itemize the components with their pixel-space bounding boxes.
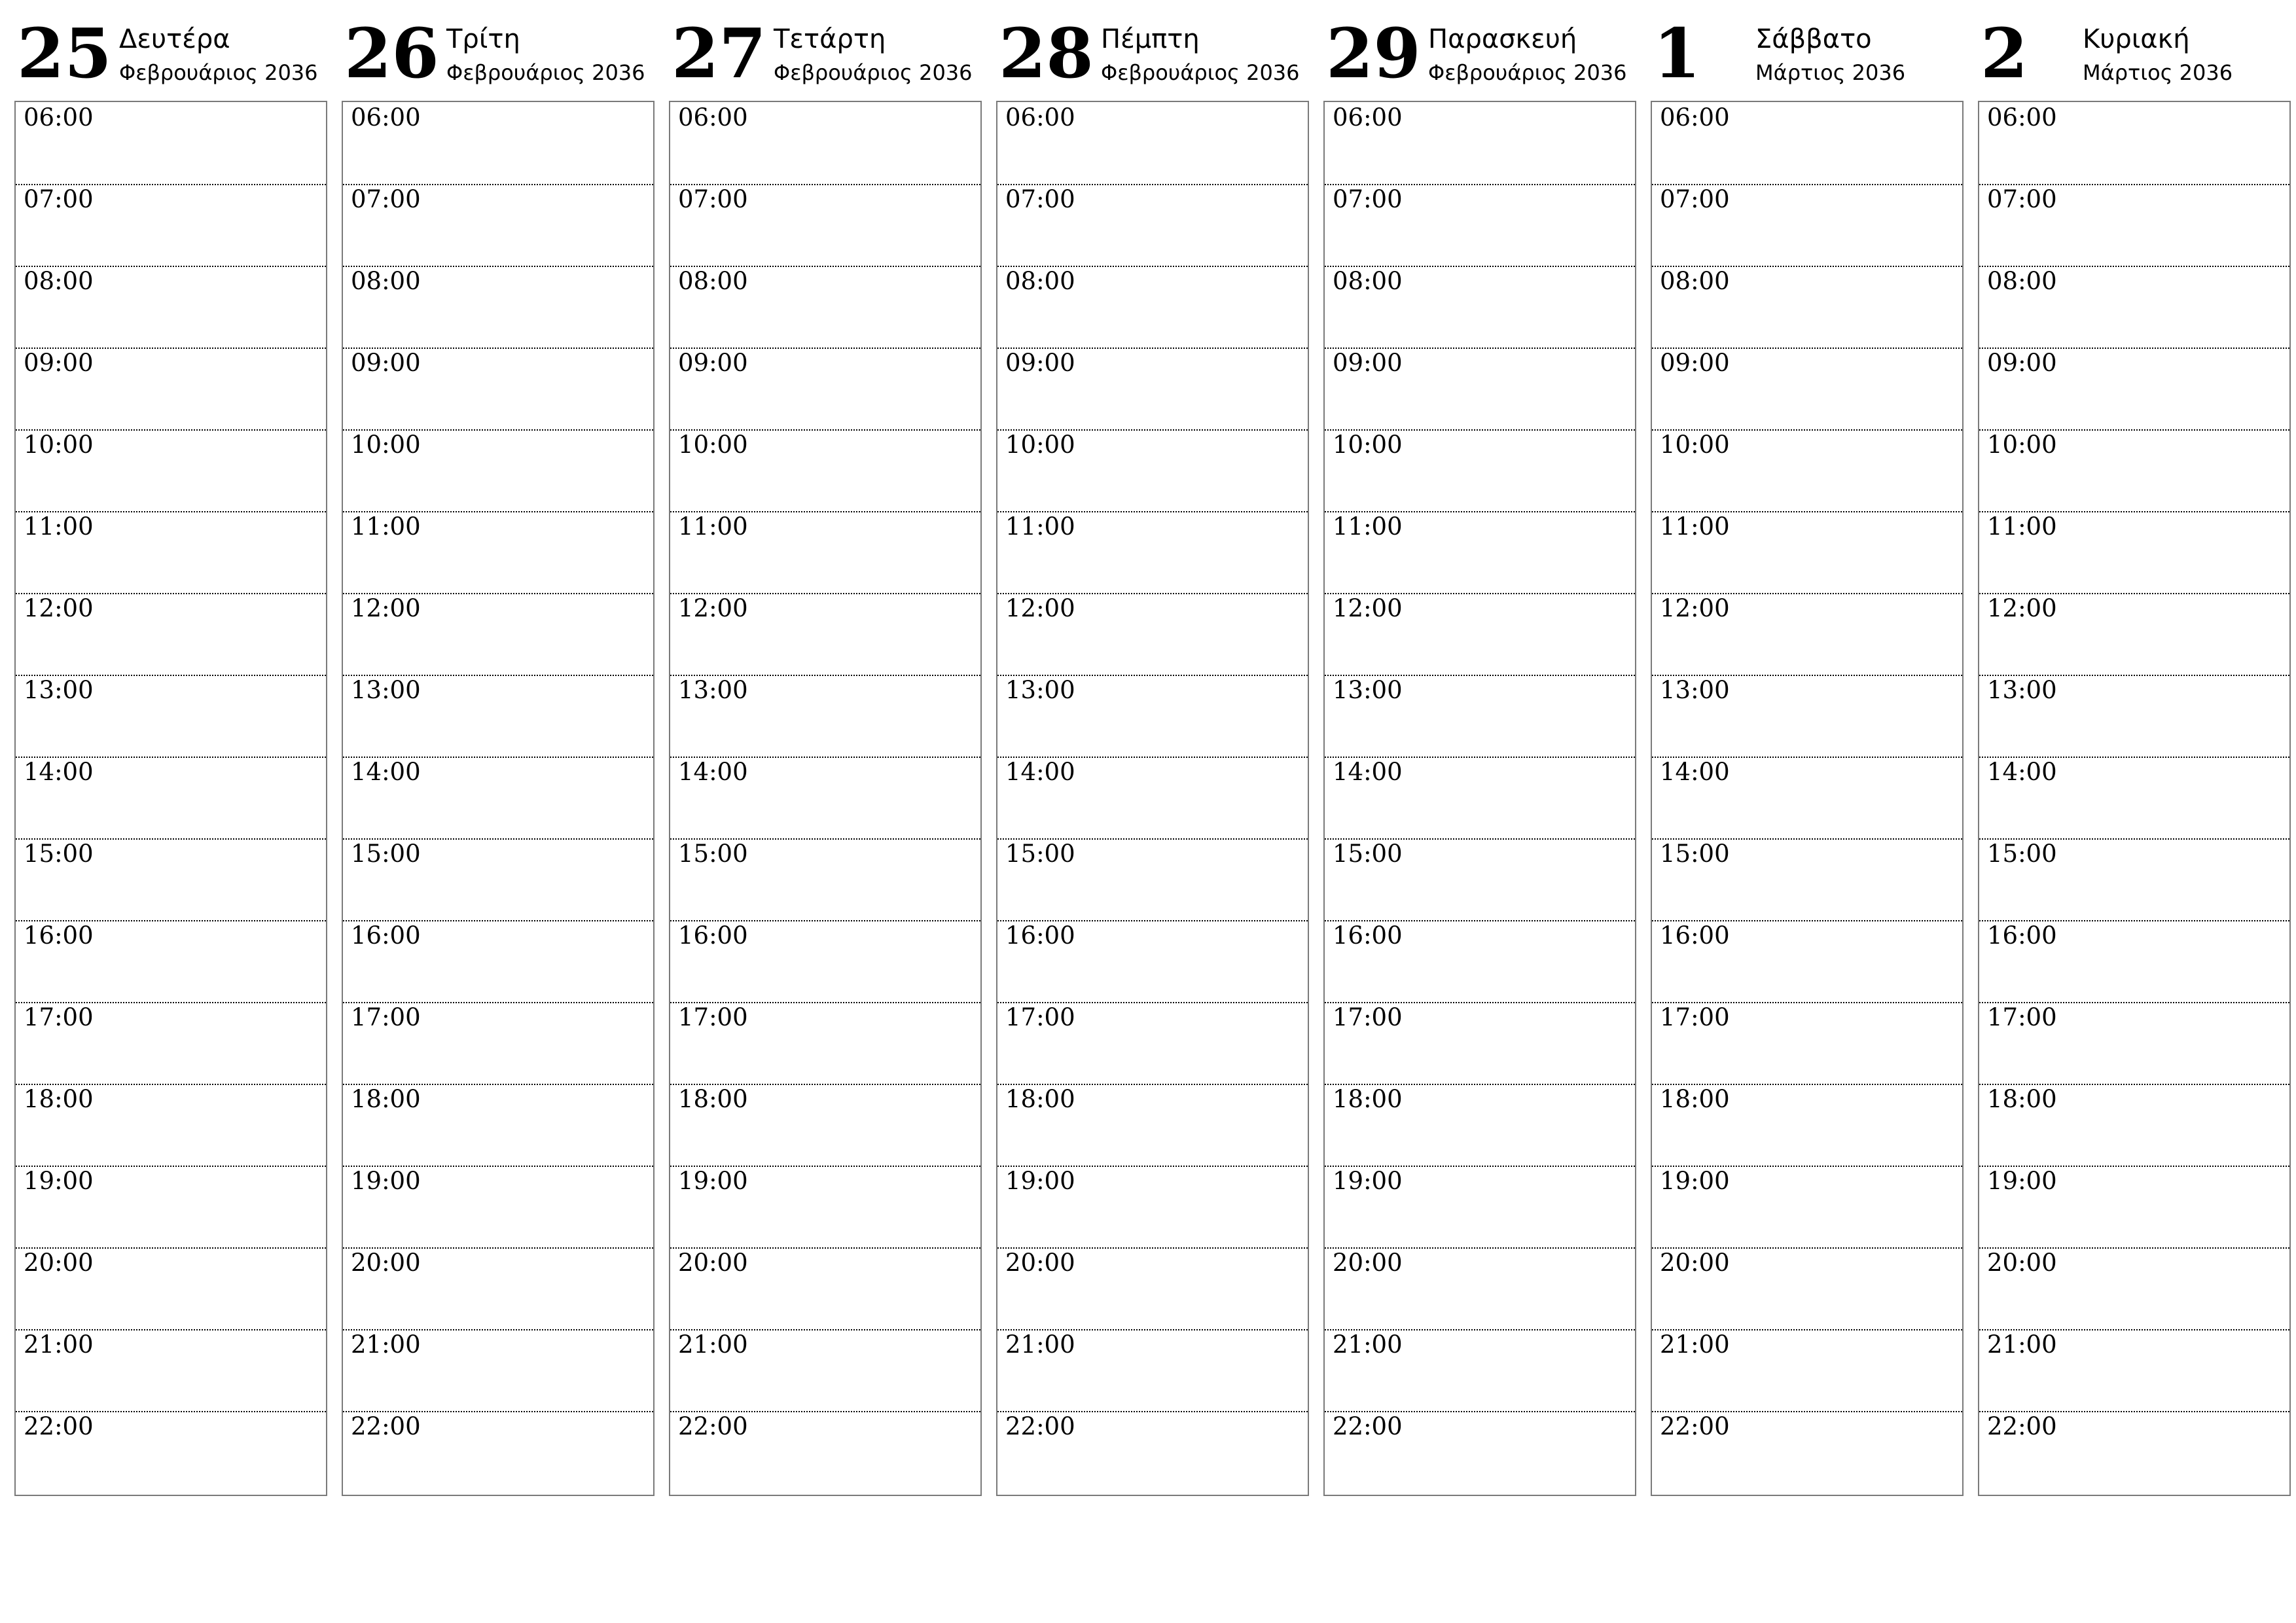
hour-label: 07:00 xyxy=(1987,185,2057,213)
hour-slot[interactable] xyxy=(1325,757,1635,840)
day-schedule-box xyxy=(996,101,1309,1496)
day-header xyxy=(996,14,1309,99)
hour-label: 14:00 xyxy=(1005,758,1075,786)
hour-label: 12:00 xyxy=(1660,594,1730,622)
hour-label: 10:00 xyxy=(1005,431,1075,459)
hour-slot[interactable] xyxy=(670,838,980,921)
hour-label: 17:00 xyxy=(1987,1003,2057,1031)
hour-slot[interactable] xyxy=(1325,1002,1635,1085)
hour-label: 14:00 xyxy=(1987,758,2057,786)
hour-slot[interactable] xyxy=(1979,1411,2289,1493)
hour-slot[interactable] xyxy=(1652,593,1962,676)
day-number: 26 xyxy=(344,13,439,94)
hour-label: 13:00 xyxy=(678,676,748,704)
hour-label: 09:00 xyxy=(1987,349,2057,377)
day-schedule-box xyxy=(1978,101,2291,1496)
day-number: 28 xyxy=(999,13,1094,94)
hour-slot[interactable] xyxy=(997,348,1308,431)
hour-label: 10:00 xyxy=(1987,431,2057,459)
hour-slot[interactable] xyxy=(16,1329,326,1412)
month-year-label: Φεβρουάριος 2036 xyxy=(1101,60,1300,85)
hour-label: 12:00 xyxy=(1333,594,1403,622)
hour-slot[interactable] xyxy=(997,1166,1308,1249)
hour-label: 06:00 xyxy=(24,103,94,132)
hour-slot[interactable] xyxy=(1652,1411,1962,1493)
hour-label: 13:00 xyxy=(1987,676,2057,704)
hour-label: 06:00 xyxy=(1005,103,1075,132)
hour-slot[interactable] xyxy=(16,757,326,840)
hour-slot[interactable] xyxy=(1979,348,2289,431)
hour-label: 22:00 xyxy=(351,1412,421,1440)
hour-label: 14:00 xyxy=(1333,758,1403,786)
hour-slot[interactable] xyxy=(670,1329,980,1412)
hour-slot[interactable] xyxy=(16,266,326,349)
hour-slot[interactable] xyxy=(1325,348,1635,431)
hour-slot[interactable] xyxy=(16,511,326,594)
hour-label: 20:00 xyxy=(678,1249,748,1277)
hour-label: 15:00 xyxy=(351,840,421,868)
hour-slot[interactable] xyxy=(1979,184,2289,267)
hour-label: 08:00 xyxy=(351,267,421,295)
hour-slot[interactable] xyxy=(1652,675,1962,758)
hour-label: 13:00 xyxy=(1660,676,1730,704)
day-column xyxy=(996,14,1309,1500)
weekday-name: Δευτέρα xyxy=(119,24,230,54)
hour-slot[interactable] xyxy=(1979,1329,2289,1412)
weekday-name: Τρίτη xyxy=(446,24,520,54)
hour-slot[interactable] xyxy=(1325,1329,1635,1412)
hour-slot[interactable] xyxy=(670,266,980,349)
hour-slot[interactable] xyxy=(1979,920,2289,1003)
hour-label: 07:00 xyxy=(1660,185,1730,213)
hour-slot[interactable] xyxy=(670,1166,980,1249)
hour-label: 09:00 xyxy=(1660,349,1730,377)
day-header xyxy=(1651,14,1964,99)
hour-slot[interactable] xyxy=(16,1166,326,1249)
hour-label: 11:00 xyxy=(1005,512,1075,541)
month-year-label: Φεβρουάριος 2036 xyxy=(446,60,645,85)
month-year-label: Μάρτιος 2036 xyxy=(2083,60,2233,85)
hour-label: 06:00 xyxy=(351,103,421,132)
hour-slot[interactable] xyxy=(1979,1002,2289,1085)
hour-label: 07:00 xyxy=(351,185,421,213)
hour-label: 15:00 xyxy=(1660,840,1730,868)
hour-label: 14:00 xyxy=(1660,758,1730,786)
hour-slot[interactable] xyxy=(343,511,653,594)
hour-slot[interactable] xyxy=(670,920,980,1003)
hour-slot[interactable] xyxy=(670,1411,980,1493)
hour-slot[interactable] xyxy=(1979,429,2289,512)
hour-label: 20:00 xyxy=(351,1249,421,1277)
day-number: 1 xyxy=(1653,13,1701,94)
hour-label: 15:00 xyxy=(24,840,94,868)
day-schedule-box xyxy=(14,101,327,1496)
hour-label: 19:00 xyxy=(351,1167,421,1195)
weekday-name: Παρασκευή xyxy=(1428,24,1577,54)
weekday-name: Σάββατο xyxy=(1755,24,1872,54)
hour-label: 21:00 xyxy=(351,1330,421,1359)
hour-label: 07:00 xyxy=(1333,185,1403,213)
hour-label: 19:00 xyxy=(1987,1167,2057,1195)
hour-label: 11:00 xyxy=(678,512,748,541)
day-number: 25 xyxy=(17,13,112,94)
hour-slot[interactable] xyxy=(670,1247,980,1330)
hour-slot[interactable] xyxy=(1979,511,2289,594)
hour-label: 10:00 xyxy=(24,431,94,459)
hour-slot[interactable] xyxy=(1652,429,1962,512)
hour-slot[interactable] xyxy=(1325,429,1635,512)
day-number: 27 xyxy=(672,13,766,94)
hour-label: 16:00 xyxy=(1987,921,2057,950)
hour-label: 12:00 xyxy=(24,594,94,622)
hour-slot[interactable] xyxy=(1325,920,1635,1003)
hour-label: 10:00 xyxy=(1660,431,1730,459)
hour-slot[interactable] xyxy=(16,920,326,1003)
day-header xyxy=(342,14,655,99)
hour-label: 11:00 xyxy=(351,512,421,541)
weekday-name: Τετάρτη xyxy=(774,24,886,54)
hour-label: 17:00 xyxy=(1660,1003,1730,1031)
hour-slot[interactable] xyxy=(670,102,980,185)
hour-label: 09:00 xyxy=(678,349,748,377)
day-schedule-box xyxy=(669,101,982,1496)
hour-label: 19:00 xyxy=(678,1167,748,1195)
hour-slot[interactable] xyxy=(1325,838,1635,921)
weekly-planner xyxy=(14,14,2292,1500)
hour-slot[interactable] xyxy=(1979,1084,2289,1167)
hour-slot[interactable] xyxy=(997,429,1308,512)
month-year-label: Φεβρουάριος 2036 xyxy=(119,60,318,85)
hour-label: 16:00 xyxy=(1333,921,1403,950)
hour-slot[interactable] xyxy=(1325,1411,1635,1493)
day-schedule-box xyxy=(1651,101,1964,1496)
hour-label: 11:00 xyxy=(1987,512,2057,541)
hour-label: 06:00 xyxy=(1333,103,1403,132)
hour-label: 11:00 xyxy=(24,512,94,541)
hour-slot[interactable] xyxy=(343,102,653,185)
hour-slot[interactable] xyxy=(1979,266,2289,349)
hour-slot[interactable] xyxy=(997,1002,1308,1085)
hour-slot[interactable] xyxy=(16,675,326,758)
hour-label: 07:00 xyxy=(24,185,94,213)
hour-label: 22:00 xyxy=(24,1412,94,1440)
hour-label: 19:00 xyxy=(1660,1167,1730,1195)
hour-label: 07:00 xyxy=(678,185,748,213)
hour-label: 09:00 xyxy=(24,349,94,377)
hour-slot[interactable] xyxy=(670,429,980,512)
hour-label: 13:00 xyxy=(1005,676,1075,704)
hour-slot[interactable] xyxy=(1652,184,1962,267)
hour-slot[interactable] xyxy=(670,511,980,594)
weekday-name: Κυριακή xyxy=(2083,24,2190,54)
hour-slot[interactable] xyxy=(343,675,653,758)
hour-label: 12:00 xyxy=(1987,594,2057,622)
hour-label: 22:00 xyxy=(1333,1412,1403,1440)
hour-slot[interactable] xyxy=(343,429,653,512)
hour-label: 12:00 xyxy=(678,594,748,622)
hour-label: 17:00 xyxy=(678,1003,748,1031)
hour-slot[interactable] xyxy=(343,920,653,1003)
hour-slot[interactable] xyxy=(343,1329,653,1412)
day-schedule-box xyxy=(1323,101,1636,1496)
hour-slot[interactable] xyxy=(16,429,326,512)
weekday-name: Πέμπτη xyxy=(1101,24,1200,54)
hour-slot[interactable] xyxy=(16,1002,326,1085)
hour-slot[interactable] xyxy=(16,184,326,267)
hour-slot[interactable] xyxy=(670,1084,980,1167)
hour-slot[interactable] xyxy=(997,675,1308,758)
hour-label: 06:00 xyxy=(1987,103,2057,132)
hour-label: 13:00 xyxy=(1333,676,1403,704)
hour-label: 13:00 xyxy=(351,676,421,704)
day-schedule-box xyxy=(342,101,655,1496)
hour-slot[interactable] xyxy=(997,511,1308,594)
hour-label: 12:00 xyxy=(351,594,421,622)
hour-slot[interactable] xyxy=(1325,1166,1635,1249)
hour-slot[interactable] xyxy=(343,1002,653,1085)
hour-label: 18:00 xyxy=(351,1085,421,1113)
hour-slot[interactable] xyxy=(16,838,326,921)
hour-slot[interactable] xyxy=(1325,511,1635,594)
hour-slot[interactable] xyxy=(997,757,1308,840)
hour-label: 10:00 xyxy=(678,431,748,459)
hour-slot[interactable] xyxy=(1979,675,2289,758)
hour-slot[interactable] xyxy=(343,593,653,676)
hour-slot[interactable] xyxy=(1979,593,2289,676)
hour-slot[interactable] xyxy=(1325,593,1635,676)
hour-slot[interactable] xyxy=(343,1084,653,1167)
hour-slot[interactable] xyxy=(997,593,1308,676)
hour-label: 13:00 xyxy=(24,676,94,704)
hour-slot[interactable] xyxy=(997,838,1308,921)
day-column xyxy=(1978,14,2291,1500)
hour-label: 18:00 xyxy=(678,1085,748,1113)
hour-label: 15:00 xyxy=(1987,840,2057,868)
hour-label: 08:00 xyxy=(1333,267,1403,295)
day-column xyxy=(1323,14,1636,1500)
hour-slot[interactable] xyxy=(1652,757,1962,840)
hour-slot[interactable] xyxy=(343,1247,653,1330)
hour-slot[interactable] xyxy=(1652,1247,1962,1330)
hour-slot[interactable] xyxy=(1325,102,1635,185)
day-header xyxy=(669,14,982,99)
hour-label: 09:00 xyxy=(1333,349,1403,377)
hour-slot[interactable] xyxy=(343,1166,653,1249)
hour-slot[interactable] xyxy=(670,675,980,758)
month-year-label: Φεβρουάριος 2036 xyxy=(774,60,973,85)
hour-label: 17:00 xyxy=(1005,1003,1075,1031)
hour-label: 15:00 xyxy=(678,840,748,868)
hour-slot[interactable] xyxy=(343,266,653,349)
month-year-label: Μάρτιος 2036 xyxy=(1755,60,1906,85)
hour-slot[interactable] xyxy=(1652,102,1962,185)
hour-label: 21:00 xyxy=(1987,1330,2057,1359)
day-number: 2 xyxy=(1981,13,2028,94)
hour-label: 18:00 xyxy=(24,1085,94,1113)
hour-slot[interactable] xyxy=(16,1084,326,1167)
hour-label: 22:00 xyxy=(678,1412,748,1440)
hour-slot[interactable] xyxy=(16,1247,326,1330)
hour-slot[interactable] xyxy=(343,757,653,840)
hour-slot[interactable] xyxy=(16,102,326,185)
hour-slot[interactable] xyxy=(1979,757,2289,840)
hour-slot[interactable] xyxy=(1979,102,2289,185)
hour-slot[interactable] xyxy=(1652,920,1962,1003)
hour-label: 07:00 xyxy=(1005,185,1075,213)
hour-label: 14:00 xyxy=(351,758,421,786)
hour-slot[interactable] xyxy=(1979,1247,2289,1330)
hour-label: 08:00 xyxy=(678,267,748,295)
hour-slot[interactable] xyxy=(1652,511,1962,594)
hour-slot[interactable] xyxy=(1652,266,1962,349)
hour-label: 06:00 xyxy=(678,103,748,132)
hour-slot[interactable] xyxy=(1325,184,1635,267)
hour-label: 20:00 xyxy=(1660,1249,1730,1277)
hour-slot[interactable] xyxy=(16,348,326,431)
day-header xyxy=(14,14,327,99)
hour-slot[interactable] xyxy=(1652,348,1962,431)
hour-label: 22:00 xyxy=(1660,1412,1730,1440)
hour-label: 16:00 xyxy=(1005,921,1075,950)
hour-label: 08:00 xyxy=(1005,267,1075,295)
hour-label: 08:00 xyxy=(1660,267,1730,295)
hour-slot[interactable] xyxy=(1652,1329,1962,1412)
hour-label: 16:00 xyxy=(24,921,94,950)
hour-label: 09:00 xyxy=(1005,349,1075,377)
hour-slot[interactable] xyxy=(670,184,980,267)
hour-label: 12:00 xyxy=(1005,594,1075,622)
hour-label: 06:00 xyxy=(1660,103,1730,132)
hour-slot[interactable] xyxy=(670,593,980,676)
hour-label: 11:00 xyxy=(1660,512,1730,541)
hour-slot[interactable] xyxy=(1652,838,1962,921)
hour-label: 15:00 xyxy=(1005,840,1075,868)
hour-slot[interactable] xyxy=(670,757,980,840)
day-column xyxy=(669,14,982,1500)
hour-label: 18:00 xyxy=(1987,1085,2057,1113)
hour-label: 18:00 xyxy=(1333,1085,1403,1113)
hour-slot[interactable] xyxy=(997,266,1308,349)
hour-label: 19:00 xyxy=(1333,1167,1403,1195)
hour-label: 20:00 xyxy=(24,1249,94,1277)
hour-slot[interactable] xyxy=(16,593,326,676)
hour-slot[interactable] xyxy=(997,1084,1308,1167)
hour-slot[interactable] xyxy=(1979,838,2289,921)
hour-label: 21:00 xyxy=(678,1330,748,1359)
hour-label: 19:00 xyxy=(1005,1167,1075,1195)
hour-slot[interactable] xyxy=(1325,266,1635,349)
month-year-label: Φεβρουάριος 2036 xyxy=(1428,60,1627,85)
hour-slot[interactable] xyxy=(1979,1166,2289,1249)
hour-label: 22:00 xyxy=(1005,1412,1075,1440)
hour-label: 18:00 xyxy=(1005,1085,1075,1113)
hour-label: 18:00 xyxy=(1660,1085,1730,1113)
hour-slot[interactable] xyxy=(997,1247,1308,1330)
hour-slot[interactable] xyxy=(997,1329,1308,1412)
hour-slot[interactable] xyxy=(1652,1002,1962,1085)
hour-label: 08:00 xyxy=(1987,267,2057,295)
hour-slot[interactable] xyxy=(997,1411,1308,1493)
hour-slot[interactable] xyxy=(1325,1084,1635,1167)
hour-slot[interactable] xyxy=(997,184,1308,267)
hour-slot[interactable] xyxy=(997,102,1308,185)
hour-label: 10:00 xyxy=(351,431,421,459)
hour-label: 16:00 xyxy=(678,921,748,950)
hour-label: 21:00 xyxy=(24,1330,94,1359)
hour-slot[interactable] xyxy=(343,838,653,921)
hour-label: 09:00 xyxy=(351,349,421,377)
hour-label: 16:00 xyxy=(1660,921,1730,950)
hour-slot[interactable] xyxy=(1325,675,1635,758)
day-header xyxy=(1323,14,1636,99)
hour-label: 22:00 xyxy=(1987,1412,2057,1440)
hour-label: 15:00 xyxy=(1333,840,1403,868)
hour-slot[interactable] xyxy=(1652,1166,1962,1249)
hour-label: 11:00 xyxy=(1333,512,1403,541)
hour-label: 20:00 xyxy=(1987,1249,2057,1277)
hour-label: 21:00 xyxy=(1005,1330,1075,1359)
hour-slot[interactable] xyxy=(670,1002,980,1085)
hour-label: 19:00 xyxy=(24,1167,94,1195)
hour-label: 14:00 xyxy=(678,758,748,786)
hour-label: 10:00 xyxy=(1333,431,1403,459)
day-column xyxy=(342,14,655,1500)
hour-slot[interactable] xyxy=(16,1411,326,1493)
hour-slot[interactable] xyxy=(343,1411,653,1493)
hour-label: 14:00 xyxy=(24,758,94,786)
hour-label: 21:00 xyxy=(1333,1330,1403,1359)
day-column xyxy=(14,14,327,1500)
hour-label: 20:00 xyxy=(1333,1249,1403,1277)
hour-label: 08:00 xyxy=(24,267,94,295)
day-number: 29 xyxy=(1326,13,1421,94)
hour-slot[interactable] xyxy=(1652,1084,1962,1167)
hour-slot[interactable] xyxy=(343,184,653,267)
hour-slot[interactable] xyxy=(343,348,653,431)
hour-slot[interactable] xyxy=(670,348,980,431)
hour-label: 20:00 xyxy=(1005,1249,1075,1277)
hour-label: 17:00 xyxy=(1333,1003,1403,1031)
hour-slot[interactable] xyxy=(1325,1247,1635,1330)
hour-label: 21:00 xyxy=(1660,1330,1730,1359)
day-header xyxy=(1978,14,2291,99)
hour-slot[interactable] xyxy=(997,920,1308,1003)
hour-label: 17:00 xyxy=(351,1003,421,1031)
hour-label: 17:00 xyxy=(24,1003,94,1031)
day-column xyxy=(1651,14,1964,1500)
hour-label: 16:00 xyxy=(351,921,421,950)
